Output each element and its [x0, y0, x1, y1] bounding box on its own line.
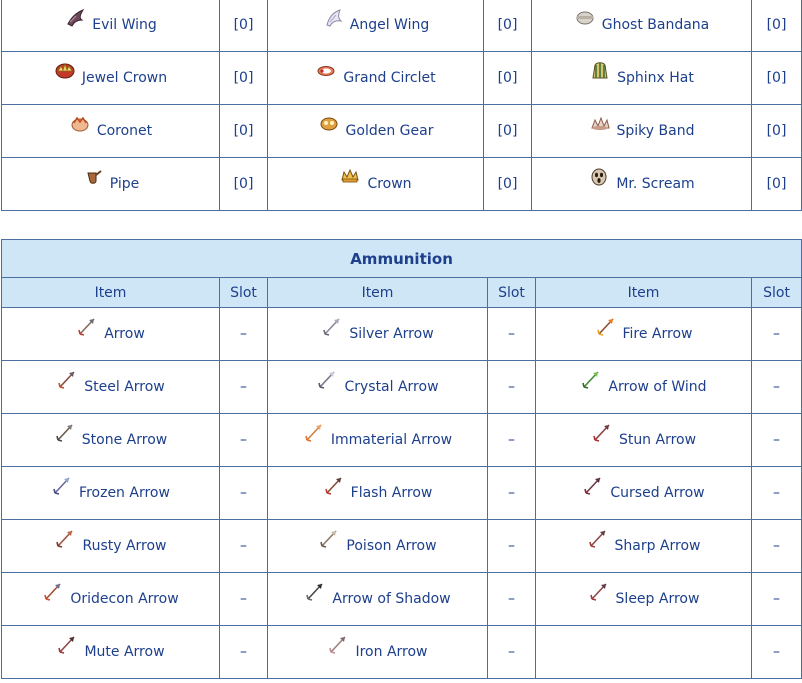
table-row: [2, 520, 802, 573]
slot-cell: –: [488, 626, 536, 679]
table-row: [2, 414, 802, 467]
item-name: Arrow: [104, 326, 145, 342]
table-row: [2, 158, 802, 211]
item-entry[interactable]: [327, 639, 427, 661]
cursed-arrow-icon: [582, 474, 604, 496]
slot-cell: [0]: [752, 0, 802, 52]
table-row: [2, 0, 802, 52]
column-header-slot: Slot: [752, 278, 802, 308]
item-name: Cursed Arrow: [610, 485, 705, 501]
ghost-bandana-icon: [574, 6, 596, 28]
item-cell: [2, 52, 220, 105]
table-row: [2, 467, 802, 520]
angel-wing-icon: [322, 6, 344, 28]
item-name: Fire Arrow: [622, 326, 693, 342]
item-cell: [2, 308, 220, 361]
fire-arrow-icon: [595, 315, 617, 337]
item-cell: [536, 626, 752, 679]
arrow-of-shadow-icon: [304, 580, 326, 602]
item-cell: [268, 105, 484, 158]
table-row: [2, 626, 802, 679]
slot-cell: [0]: [752, 52, 802, 105]
arrow-icon: [76, 315, 98, 337]
item-entry[interactable]: [322, 12, 429, 34]
slot-cell: –: [752, 573, 802, 626]
item-cell: [536, 308, 752, 361]
slot-cell: [0]: [752, 105, 802, 158]
item-cell: [2, 105, 220, 158]
item-entry[interactable]: [42, 586, 178, 608]
slot-cell: –: [488, 520, 536, 573]
slot-cell: –: [220, 520, 268, 573]
jewel-crown-icon: [54, 59, 76, 81]
spiky-band-icon: [589, 112, 611, 134]
table-row: [2, 105, 802, 158]
item-cell: [2, 158, 220, 211]
coronet-icon: [69, 112, 91, 134]
item-cell: [2, 467, 220, 520]
item-cell: [268, 573, 488, 626]
item-entry[interactable]: [76, 321, 145, 343]
item-name: Poison Arrow: [346, 538, 437, 554]
item-name: Immaterial Arrow: [330, 432, 453, 448]
item-name: Oridecon Arrow: [70, 591, 179, 607]
item-entry[interactable]: [580, 374, 706, 396]
item-cell: [2, 0, 220, 52]
item-entry[interactable]: [339, 171, 411, 193]
item-name: Sharp Arrow: [614, 538, 701, 554]
slot-cell: –: [752, 308, 802, 361]
slot-cell: [0]: [220, 52, 268, 105]
item-name: Steel Arrow: [84, 379, 165, 395]
table-row: [2, 308, 802, 361]
iron-arrow-icon: [327, 633, 349, 655]
slot-cell: –: [752, 361, 802, 414]
slot-cell: [0]: [752, 158, 802, 211]
item-cell: [268, 626, 488, 679]
item-entry[interactable]: [588, 586, 700, 608]
item-cell: [536, 467, 752, 520]
mute-arrow-icon: [56, 633, 78, 655]
immaterial-arrow-icon: [303, 421, 325, 443]
column-header-item: Item: [2, 278, 220, 308]
item-name: Ghost Bandana: [601, 17, 710, 33]
item-name: Frozen Arrow: [79, 485, 170, 501]
item-name: Stun Arrow: [618, 432, 697, 448]
item-name: Crown: [367, 176, 412, 192]
sharp-arrow-icon: [587, 527, 609, 549]
slot-cell: [0]: [220, 0, 268, 52]
item-entry[interactable]: [318, 533, 436, 555]
item-cell: [536, 361, 752, 414]
item-cell: [268, 308, 488, 361]
item-cell: [268, 361, 488, 414]
item-cell: [268, 467, 488, 520]
slot-cell: –: [220, 626, 268, 679]
item-cell: [268, 52, 484, 105]
arrow-of-wind-icon: [580, 368, 602, 390]
item-cell: [536, 414, 752, 467]
item-entry[interactable]: [316, 374, 438, 396]
item-entry[interactable]: [82, 171, 140, 193]
slot-cell: –: [220, 414, 268, 467]
item-entry[interactable]: [589, 65, 694, 87]
slot-cell: –: [488, 414, 536, 467]
item-cell: [536, 573, 752, 626]
item-cell: [268, 158, 484, 211]
golden-gear-icon: [318, 112, 340, 134]
crystal-arrow-icon: [316, 368, 338, 390]
stun-arrow-icon: [591, 421, 613, 443]
table-row: [2, 52, 802, 105]
sleep-arrow-icon: [588, 580, 610, 602]
item-entry[interactable]: [323, 480, 433, 502]
stone-arrow-icon: [54, 421, 76, 443]
item-cell: [268, 520, 488, 573]
slot-cell: [0]: [484, 105, 532, 158]
item-name: Mr. Scream: [616, 176, 695, 192]
item-name: Mute Arrow: [84, 644, 165, 660]
slot-cell: –: [488, 573, 536, 626]
item-name: Evil Wing: [92, 17, 157, 33]
item-name: Angel Wing: [349, 17, 430, 33]
item-entry[interactable]: [318, 118, 434, 140]
column-header-item: Item: [536, 278, 752, 308]
evil-wing-icon: [64, 6, 86, 28]
item-entry[interactable]: [69, 118, 152, 140]
item-name: Arrow of Shadow: [332, 591, 451, 607]
item-name: Spiky Band: [616, 123, 695, 139]
item-name: Golden Gear: [345, 123, 434, 139]
item-cell: [532, 0, 752, 52]
slot-cell: –: [752, 626, 802, 679]
slot-cell: –: [220, 308, 268, 361]
frozen-arrow-icon: [51, 474, 73, 496]
item-entry[interactable]: [56, 639, 164, 661]
slot-cell: –: [752, 414, 802, 467]
item-name: Sleep Arrow: [615, 591, 700, 607]
item-name: Arrow of Wind: [608, 379, 707, 395]
item-entry[interactable]: [303, 427, 452, 449]
item-cell: [2, 520, 220, 573]
item-entry[interactable]: [51, 480, 170, 502]
flash-arrow-icon: [323, 474, 345, 496]
item-entry[interactable]: [574, 12, 710, 34]
item-cell: [2, 361, 220, 414]
item-name: Jewel Crown: [81, 70, 168, 86]
table-row: [2, 361, 802, 414]
ammunition-title: Ammunition: [2, 240, 802, 278]
item-cell: [268, 0, 484, 52]
item-entry[interactable]: [56, 374, 165, 396]
slot-cell: –: [752, 520, 802, 573]
slot-cell: –: [220, 361, 268, 414]
sphinx-hat-icon: [589, 59, 611, 81]
item-name: Flash Arrow: [350, 485, 433, 501]
item-name: Sphinx Hat: [617, 70, 694, 86]
slot-cell: [0]: [220, 158, 268, 211]
oridecon-arrow-icon: [42, 580, 64, 602]
item-entry[interactable]: [54, 65, 167, 87]
item-cell: [268, 414, 488, 467]
item-name: Rusty Arrow: [82, 538, 167, 554]
item-name: Grand Circlet: [343, 70, 436, 86]
slot-cell: –: [488, 361, 536, 414]
slot-cell: [0]: [484, 52, 532, 105]
column-header-slot: Slot: [220, 278, 268, 308]
slot-cell: –: [752, 467, 802, 520]
mr-scream-icon: [588, 165, 610, 187]
column-header-item: Item: [268, 278, 488, 308]
slot-cell: –: [220, 467, 268, 520]
poison-arrow-icon: [318, 527, 340, 549]
item-entry[interactable]: [587, 533, 701, 555]
crown-icon: [339, 165, 361, 187]
item-name: Stone Arrow: [81, 432, 168, 448]
item-cell: [2, 626, 220, 679]
item-cell: [532, 158, 752, 211]
table-row: [2, 573, 802, 626]
slot-cell: –: [488, 308, 536, 361]
item-entry[interactable]: [589, 118, 695, 140]
item-cell: [2, 573, 220, 626]
item-cell: [532, 52, 752, 105]
item-name: Crystal Arrow: [344, 379, 439, 395]
slot-cell: –: [220, 573, 268, 626]
slot-cell: –: [488, 467, 536, 520]
item-entry[interactable]: [588, 171, 694, 193]
item-cell: [536, 520, 752, 573]
item-entry[interactable]: [582, 480, 704, 502]
item-cell: [2, 414, 220, 467]
item-entry[interactable]: [54, 533, 166, 555]
item-entry[interactable]: [64, 12, 157, 34]
item-name: Coronet: [96, 123, 153, 139]
column-header-slot: Slot: [488, 278, 536, 308]
item-entry[interactable]: [304, 586, 450, 608]
slot-cell: [0]: [220, 105, 268, 158]
item-entry[interactable]: [54, 427, 167, 449]
item-name: Silver Arrow: [349, 326, 434, 342]
item-cell: [532, 105, 752, 158]
item-name: Iron Arrow: [355, 644, 428, 660]
item-entry[interactable]: [321, 321, 433, 343]
item-entry[interactable]: [315, 65, 435, 87]
item-entry[interactable]: [595, 321, 693, 343]
grand-circlet-icon: [315, 59, 337, 81]
silver-arrow-icon: [321, 315, 343, 337]
slot-cell: [0]: [484, 0, 532, 52]
steel-arrow-icon: [56, 368, 78, 390]
item-entry[interactable]: [591, 427, 696, 449]
item-name: Pipe: [109, 176, 140, 192]
ammunition-table: [1, 239, 802, 679]
slot-cell: [0]: [484, 158, 532, 211]
headgear-table: [1, 0, 802, 211]
rusty-arrow-icon: [54, 527, 76, 549]
pipe-icon: [82, 165, 104, 187]
